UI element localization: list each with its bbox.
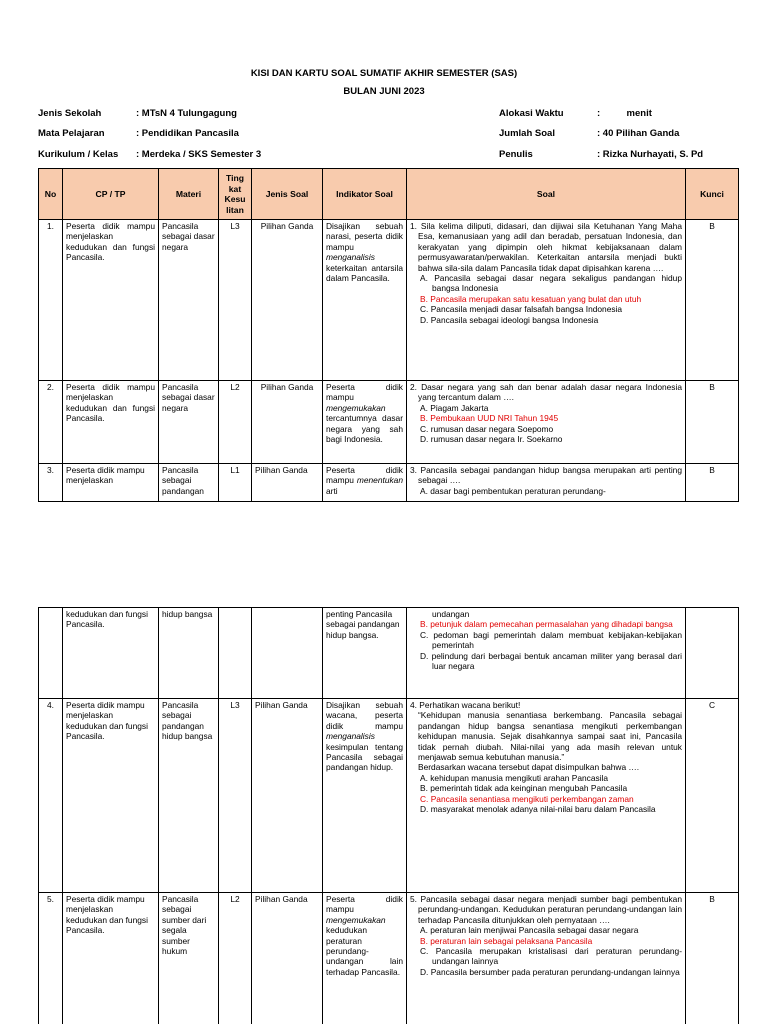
option-b-correct: B. Pancasila merupakan satu kesatuan yang bulat dan utuh xyxy=(420,293,642,304)
option-a: A. dasar bagi pembentukan peraturan perundang- xyxy=(420,485,606,496)
cell-tingkat: L3 xyxy=(219,699,252,893)
indikator-verb: mengemukakan xyxy=(326,402,386,413)
question-table-continued xyxy=(38,607,739,1024)
table-row xyxy=(39,608,739,699)
label-penulis: Penulis xyxy=(499,149,533,160)
document-title: KISI DAN KARTU SOAL SUMATIF AKHIR SEMESTER (SAS) xyxy=(250,68,518,79)
table-row xyxy=(39,699,739,893)
option-d: D. pelindung dari berbagai bentuk ancaman militer yang berasal dari luar negara xyxy=(420,650,682,672)
cell-tingkat: L2 xyxy=(219,893,252,1024)
cell-kunci: B xyxy=(686,893,739,1024)
indikator-text: tercantumnya dasar negara yang sah bagi Indonesia. xyxy=(326,413,403,445)
header-materi: Materi xyxy=(159,169,219,220)
option-c: C. pedoman bagi pemerintah dalam membuat kebijakan-kebijakan pemerintah xyxy=(420,629,682,651)
cell-cp-tp: Peserta didik mampu menjelaskan xyxy=(63,464,159,502)
cell-cp-tp: Peserta didik mampu menjelaskan kedudukan dan fungsi Pancasila. xyxy=(63,893,159,1024)
value-kurikulum: : Merdeka / SKS Semester 3 xyxy=(136,149,262,160)
question-stem: 3. Pancasila sebagai pandangan hidup bangsa merupakan arti penting sebagai …. xyxy=(410,465,682,486)
cell-materi: hidup bangsa xyxy=(159,608,219,699)
indikator-text: Peserta didik mampu xyxy=(326,382,403,403)
cell-indikator xyxy=(323,893,407,1024)
value-jumlah-soal: : 40 Pilihan Ganda xyxy=(597,128,680,139)
indikator-verb: menganalisis xyxy=(326,731,375,742)
question-stem: 4. Perhatikan wacana berikut! xyxy=(410,700,521,710)
cell-tingkat: L1 xyxy=(219,464,252,502)
table-row xyxy=(39,893,739,1024)
header-jenis-soal: Jenis Soal xyxy=(252,169,323,220)
cell-cp-tp: kedudukan dan fungsi Pancasila. xyxy=(63,608,159,699)
indikator-text: kesimpulan tentang Pancasila sebagai pandangan hidup. xyxy=(326,741,403,773)
cell-tingkat xyxy=(219,608,252,699)
option-c: C. rumusan dasar negara Soepomo xyxy=(420,423,554,434)
cell-materi: Pancasila sebagai pandangan xyxy=(159,464,219,502)
cell-jenis-soal xyxy=(252,608,323,699)
indikator-verb: mengemukakan xyxy=(326,914,386,925)
table-row xyxy=(39,220,739,381)
option-a: A. Piagam Jakarta xyxy=(420,402,489,413)
indikator-verb: menganalisis xyxy=(326,252,375,263)
cell-materi: Pancasila sebagai dasar negara xyxy=(159,381,219,464)
option-d: D. Pancasila bersumber pada peraturan perundang-undangan lainnya xyxy=(420,966,680,977)
table-row xyxy=(39,381,739,464)
cell-cp-tp: Peserta didik mampu menjelaskan kedudukan dan fungsi Pancasila. xyxy=(63,381,159,464)
cell-kunci: C xyxy=(686,699,739,893)
value-penulis: : Rizka Nurhayati, S. Pd xyxy=(597,149,704,160)
cell-jenis-soal: Pilihan Ganda xyxy=(252,464,323,502)
indikator-text: arti xyxy=(326,485,338,496)
header-kunci: Kunci xyxy=(686,169,739,220)
option-d: D. Pancasila sebagai ideologi bangsa Indonesia xyxy=(420,314,599,325)
cell-no: 4. xyxy=(39,699,63,893)
question-prompt: Berdasarkan wacana tersebut dapat disimpulkan bahwa …. xyxy=(418,762,640,773)
cell-soal xyxy=(407,464,686,502)
header-soal: Soal xyxy=(407,169,686,220)
label-mata-pelajaran: Mata Pelajaran xyxy=(38,128,105,139)
table-row xyxy=(39,464,739,502)
cell-cp-tp: Peserta didik mampu menjelaskan kedudukan dan fungsi Pancasila. xyxy=(63,220,159,381)
option-c: C. Pancasila menjadi dasar falsafah bangsa Indonesia xyxy=(420,304,623,315)
header-indikator-soal: Indikator Soal xyxy=(323,169,407,220)
option-b-correct: B. Pembukaan UUD NRI Tahun 1945 xyxy=(420,413,559,424)
cell-soal xyxy=(407,699,686,893)
cell-jenis-soal: Pilihan Ganda xyxy=(252,893,323,1024)
header-no: No xyxy=(39,169,63,220)
label-kurikulum: Kurikulum / Kelas xyxy=(38,149,119,160)
option-c-correct: C. Pancasila senantiasa mengikuti perkembangan zaman xyxy=(420,793,634,804)
cell-indikator xyxy=(323,220,407,381)
cell-materi: Pancasila sebagai dasar negara xyxy=(159,220,219,381)
cell-jenis-soal: Pilihan Ganda xyxy=(252,381,323,464)
indikator-text: Peserta didik mampu xyxy=(326,465,403,486)
cell-no: 3. xyxy=(39,464,63,502)
cell-materi: Pancasila sebagai sumber dari segala sumber hukum xyxy=(159,893,219,1024)
option-a: A. peraturan lain menjiwai Pancasila sebagai dasar negara xyxy=(420,925,639,936)
cell-soal xyxy=(407,608,686,699)
option-d: D. rumusan dasar negara Ir. Soekarno xyxy=(420,434,563,445)
label-jumlah-soal: Jumlah Soal xyxy=(499,128,555,139)
cell-kunci xyxy=(686,608,739,699)
question-table xyxy=(38,168,739,502)
option-a-continued: undangan xyxy=(432,609,470,619)
cell-indikator xyxy=(323,699,407,893)
value-alokasi-waktu: : menit xyxy=(597,108,652,119)
question-stem: 2. Dasar negara yang sah dan benar adalah dasar negara Indonesia yang tercantum dalam …. xyxy=(410,382,682,403)
label-jenis-sekolah: Jenis Sekolah xyxy=(38,108,102,119)
cell-soal xyxy=(407,220,686,381)
indikator-text: kedudukan peraturan perundang-undangan lain terhadap Pancasila. xyxy=(326,925,403,977)
cell-kunci: B xyxy=(686,220,739,381)
cell-indikator xyxy=(323,464,407,502)
cell-no: 1. xyxy=(39,220,63,381)
cell-no: 5. xyxy=(39,893,63,1024)
option-d: D. masyarakat menolak adanya nilai-nilai baru dalam Pancasila xyxy=(420,804,656,815)
cell-cp-tp: Peserta didik mampu menjelaskan kedudukan dan fungsi Pancasila. xyxy=(63,699,159,893)
value-jenis-sekolah: : MTsN 4 Tulungagung xyxy=(136,108,237,119)
table-header-row xyxy=(39,169,739,220)
indikator-text: Peserta didik mampu xyxy=(326,894,403,915)
cell-indikator: penting Pancasila sebagai pandangan hidup bangsa. xyxy=(323,608,407,699)
question-passage: “Kehidupan manusia senantiasa berkembang. Pancasila sebagai pandangan hidup bangsa senantiasa mengikuti perkembangan kehidupan manusia. Sejak disahkannya sampai saat ini, Pancasila tidak pernah diubah. Nilai-nilai yang ada masih relevan untuk menjawab semua kebutuhan manusia.” xyxy=(418,710,682,763)
cell-soal xyxy=(407,893,686,1024)
cell-tingkat: L3 xyxy=(219,220,252,381)
option-b-correct: B. petunjuk dalam pemecahan permasalahan yang dihadapi bangsa xyxy=(420,619,673,630)
indikator-text: keterkaitan antarsila dalam Pancasila. xyxy=(326,262,403,284)
indikator-verb: menentukan xyxy=(356,475,403,486)
cell-kunci: B xyxy=(686,464,739,502)
cell-materi: Pancasila sebagai pandangan hidup bangsa xyxy=(159,699,219,893)
question-stem: 1. Sila kelima diliputi, didasari, dan dijiwai sila Ketuhanan Yang Maha Esa, kemanusiaan yang adil dan beradab, persatuan Indonesia, dan kerakyatan yang dipimpin oleh hikmat kebijaksanaan dalam permusyawaratan/perwakilan. Keterkaitan antarsila menjadi bukti bahwa sila-sila dalam Pancasila tidak dapat dipisahkan karena …. xyxy=(410,221,682,273)
label-alokasi-waktu: Alokasi Waktu xyxy=(499,108,564,119)
cell-no xyxy=(39,608,63,699)
indikator-text: Disajikan sebuah wacana, peserta didik mampu xyxy=(326,700,403,731)
option-b: B. pemerintah tidak ada keinginan mengubah Pancasila xyxy=(420,783,628,794)
header-cp-tp: CP / TP xyxy=(63,169,159,220)
option-a: A. Pancasila sebagai dasar negara sekaligus pandangan hidup bangsa Indonesia xyxy=(420,273,682,294)
question-stem: 5. Pancasila sebagai dasar negara menjadi sumber bagi pembentukan perundang-undangan. Kedudukan peraturan perundang-undangan lain terhadap Pancasila ditunjukkan oleh pernyataan …. xyxy=(410,894,682,925)
value-mata-pelajaran: : Pendidikan Pancasila xyxy=(136,128,239,139)
option-c: C. Pancasila merupakan kristalisasi dari peraturan perundang-undangan lainnya xyxy=(420,946,682,967)
page-gap xyxy=(0,540,768,590)
option-a: A. kehidupan manusia mengikuti arahan Pancasila xyxy=(420,772,609,783)
cell-kunci: B xyxy=(686,381,739,464)
cell-no: 2. xyxy=(39,381,63,464)
cell-indikator xyxy=(323,381,407,464)
document-page-2 xyxy=(0,590,768,1024)
cell-jenis-soal: Pilihan Ganda xyxy=(252,699,323,893)
cell-tingkat: L2 xyxy=(219,381,252,464)
indikator-text: Disajikan sebuah narasi, peserta didik mampu xyxy=(326,221,403,252)
cell-jenis-soal: Pilihan Ganda xyxy=(252,220,323,381)
option-b-correct: B. peraturan lain sebagai pelaksana Pancasila xyxy=(420,935,593,946)
cell-soal xyxy=(407,381,686,464)
header-tingkat-kesulitan: Ting kat Kesu litan xyxy=(219,169,252,220)
document-subtitle: BULAN JUNI 2023 xyxy=(343,86,425,97)
